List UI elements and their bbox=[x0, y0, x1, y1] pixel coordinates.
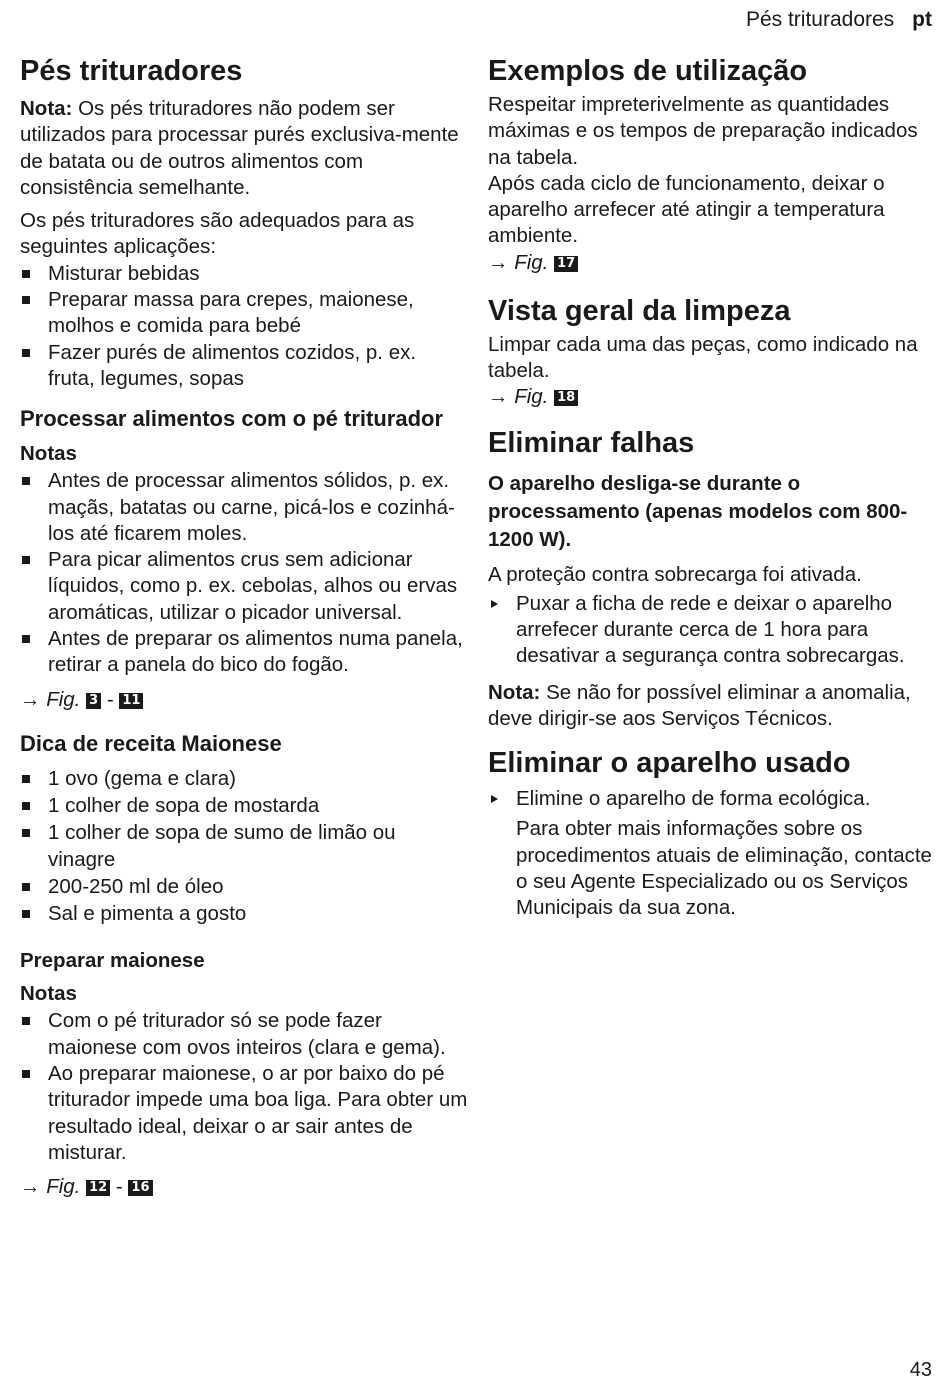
right-column bbox=[488, 50, 933, 922]
page-header bbox=[746, 8, 932, 32]
list-item: Ao preparar maionese, o ar por baixo do pé triturador impede uma boa liga. Para obter um resultado ideal, deixar o ar sair antes de misturar. bbox=[20, 1061, 468, 1166]
list-item: Elimine o aparelho de forma ecológica. bbox=[488, 786, 933, 812]
fault-actions bbox=[488, 591, 933, 670]
ingredients-list bbox=[20, 766, 468, 928]
list-item: Para picar alimentos crus sem adicionar líquidos, como p. ex. cebolas, alhos ou ervas aromáticas, utilizar o picador universal. bbox=[20, 547, 468, 626]
heading-recipe: Dica de receita Maionese bbox=[20, 730, 282, 756]
note-paragraph bbox=[20, 96, 468, 201]
examples-paragraph: Respeitar impreterivelmente as quantidades máximas e os tempos de preparação indicados na tabela. bbox=[488, 93, 918, 169]
note-text: Se não for possível eliminar a anomalia, deve dirigir-se aos Serviços Técnicos. bbox=[488, 680, 911, 730]
uses-intro: Os pés trituradores são adequados para as seguintes aplicações: bbox=[20, 209, 415, 259]
process-notes-list bbox=[20, 468, 468, 678]
heading-disposal: Eliminar o aparelho usado bbox=[488, 747, 851, 780]
examples-paragraph: Após cada ciclo de funcionamento, deixar o aparelho arrefecer até atingir a temperatura ambiente. bbox=[488, 171, 885, 248]
arrow-icon: → bbox=[488, 250, 509, 274]
fig-label: Fig. bbox=[514, 385, 549, 409]
list-item: Com o pé triturador só se pode fazer maionese com ovos inteiros (clara e gema). bbox=[20, 1008, 468, 1061]
figure-reference bbox=[20, 687, 468, 713]
heading-prep: Preparar maionese bbox=[20, 949, 205, 973]
fig-number: 18 bbox=[554, 390, 578, 406]
notes-label: Notas bbox=[20, 442, 77, 466]
figure-reference bbox=[20, 1174, 468, 1200]
prep-notes-list bbox=[20, 1008, 468, 1166]
heading-faults: Eliminar falhas bbox=[488, 427, 695, 460]
list-item: Fazer purés de alimentos cozidos, p. ex. fruta, legumes, sopas bbox=[20, 340, 468, 393]
page-number: 43 bbox=[909, 1359, 932, 1381]
list-item: Preparar massa para crepes, maionese, molhos e comida para bebé bbox=[20, 287, 468, 340]
arrow-icon: → bbox=[20, 687, 41, 711]
heading-cleaning: Vista geral da limpeza bbox=[488, 294, 791, 327]
fig-number: 11 bbox=[119, 693, 143, 709]
fault-subtitle: O aparelho desliga-se durante o processamento (apenas modelos com 800-1200 W). bbox=[488, 472, 908, 552]
list-item: 200-250 ml de óleo bbox=[20, 874, 468, 900]
fig-label: Fig. bbox=[46, 1175, 81, 1199]
list-item: Antes de preparar os alimentos numa panela, retirar a panela do bico do fogão. bbox=[20, 626, 468, 679]
fig-number: 17 bbox=[554, 256, 578, 272]
arrow-icon: → bbox=[20, 1175, 41, 1199]
note-label: Nota: bbox=[488, 680, 541, 704]
fig-label: Fig. bbox=[514, 250, 549, 274]
figure-reference bbox=[488, 384, 933, 410]
header-section-title: Pés trituradores bbox=[745, 8, 895, 31]
uses-list bbox=[20, 261, 468, 392]
left-column bbox=[20, 50, 468, 1200]
fig-separator: - bbox=[115, 1175, 123, 1199]
figure-reference bbox=[488, 250, 933, 276]
fault-note bbox=[488, 680, 933, 733]
cleaning-paragraph: Limpar cada uma das peças, como indicado na tabela. bbox=[488, 332, 918, 383]
list-item: 1 colher de sopa de sumo de limão ou vinagre bbox=[20, 820, 468, 873]
list-item: Antes de processar alimentos sólidos, p. ex. maçãs, batatas ou carne, picá-los e cozinhá-los até ficarem moles. bbox=[20, 468, 468, 547]
title-pes-trituradores: Pés trituradores bbox=[20, 55, 243, 87]
disposal-actions bbox=[488, 786, 933, 812]
fig-label: Fig. bbox=[46, 687, 81, 711]
fig-number: 3 bbox=[86, 693, 101, 709]
heading-examples: Exemplos de utilização bbox=[488, 55, 808, 87]
note-label: Nota: bbox=[20, 97, 73, 120]
heading-process: Processar alimentos com o pé triturador bbox=[20, 406, 444, 432]
fig-separator: - bbox=[106, 687, 114, 711]
notes-label: Notas bbox=[20, 982, 77, 1006]
header-language: pt bbox=[912, 8, 932, 31]
disposal-text: Para obter mais informações sobre os procedimentos atuais de eliminação, contacte o seu Agente Especializado ou os Serviços Municipais da sua zona. bbox=[516, 817, 932, 920]
fig-number: 12 bbox=[86, 1180, 110, 1196]
list-item: Sal e pimenta a gosto bbox=[20, 901, 468, 927]
fig-number: 16 bbox=[128, 1180, 152, 1196]
arrow-icon: → bbox=[488, 385, 509, 409]
fault-cause: A proteção contra sobrecarga foi ativada. bbox=[488, 563, 862, 587]
list-item: Misturar bebidas bbox=[20, 261, 468, 287]
list-item: Puxar a ficha de rede e deixar o aparelho arrefecer durante cerca de 1 hora para desativar a segurança contra sobrecargas. bbox=[488, 591, 933, 670]
list-item: 1 colher de sopa de mostarda bbox=[20, 793, 468, 819]
list-item: 1 ovo (gema e clara) bbox=[20, 766, 468, 792]
note-text: Os pés trituradores não podem ser utilizados para processar purés exclusiva-mente de batata ou de outros alimentos com consistência semelhante. bbox=[20, 97, 459, 199]
